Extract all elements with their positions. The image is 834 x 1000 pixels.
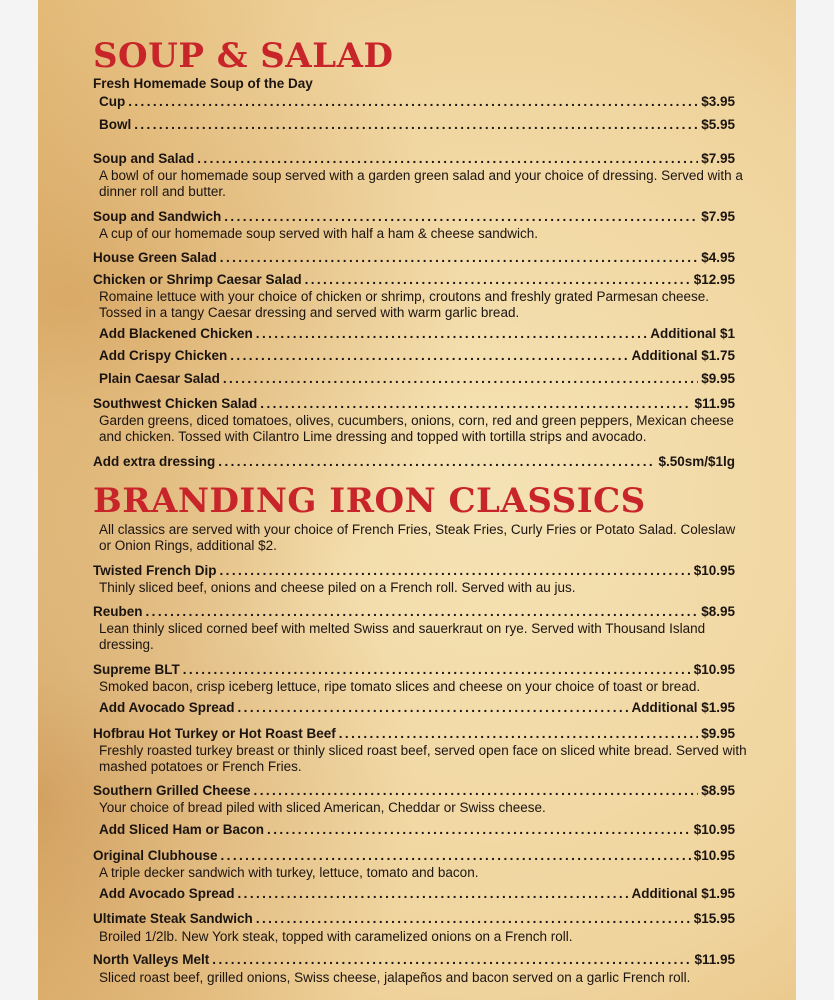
menu-item-north-valleys-melt bbox=[93, 951, 735, 968]
item-name: Twisted French Dip bbox=[93, 563, 217, 578]
soup-of-day-heading: Fresh Homemade Soup of the Day bbox=[93, 76, 313, 91]
item-description: A triple decker sandwich with turkey, lettuce, tomato and bacon. bbox=[99, 865, 479, 880]
item-description: A bowl of our homemade soup served with a garden green salad and your choice of dressing. Served with a dinner roll and butter. bbox=[99, 168, 743, 199]
leader-dots bbox=[212, 952, 691, 968]
leader-dots bbox=[256, 911, 691, 927]
item-price: $5.95 bbox=[701, 117, 735, 132]
leader-dots bbox=[254, 783, 699, 799]
menu-item-add-crispy-chicken bbox=[99, 347, 735, 364]
item-name: Ultimate Steak Sandwich bbox=[93, 911, 253, 926]
menu-item-cup bbox=[99, 93, 735, 110]
item-description: Romaine lettuce with your choice of chicken or shrimp, croutons and freshly grated Parmesan cheese. Tossed in a tangy Caesar dressing and served with warm garlic bread. bbox=[99, 289, 710, 320]
menu-item-soup-and-salad bbox=[93, 150, 735, 167]
menu-item-southwest-chicken-salad bbox=[93, 395, 735, 412]
leader-dots bbox=[339, 726, 698, 742]
menu-item-bowl bbox=[99, 116, 735, 133]
leader-dots bbox=[224, 209, 698, 225]
leader-dots bbox=[220, 563, 691, 579]
item-description: Smoked bacon, crisp iceberg lettuce, ripe tomato slices and cheese on your choice of toast or bread. bbox=[99, 679, 701, 694]
item-name: Supreme BLT bbox=[93, 662, 180, 677]
leader-dots bbox=[220, 250, 698, 266]
item-price: $7.95 bbox=[701, 209, 735, 224]
item-name: Add Sliced Ham or Bacon bbox=[99, 822, 265, 837]
item-price: $10.95 bbox=[693, 662, 735, 677]
item-name: Southwest Chicken Salad bbox=[93, 396, 258, 411]
menu-item-caesar-salad bbox=[93, 271, 735, 288]
item-description: Your choice of bread piled with sliced American, Cheddar or Swiss cheese. bbox=[99, 800, 546, 815]
item-name: Add Crispy Chicken bbox=[99, 348, 228, 363]
item-name: Hofbrau Hot Turkey or Hot Roast Beef bbox=[93, 726, 336, 741]
menu-item-add-avocado-spread bbox=[99, 699, 735, 716]
leader-dots bbox=[146, 604, 699, 620]
menu-item-supreme-blt bbox=[93, 661, 735, 678]
item-name: North Valleys Melt bbox=[93, 952, 210, 967]
item-price: Additional $1.75 bbox=[631, 348, 735, 363]
item-price: $10.95 bbox=[693, 563, 735, 578]
leader-dots bbox=[238, 886, 629, 902]
item-name: Add Avocado Spread bbox=[99, 886, 235, 901]
menu-item-house-green-salad bbox=[93, 249, 735, 266]
item-price: $3.95 bbox=[701, 94, 735, 109]
item-price: $.50sm/$1lg bbox=[658, 454, 735, 469]
item-price: $12.95 bbox=[693, 272, 735, 287]
leader-dots bbox=[128, 94, 698, 110]
item-description: Broiled 1/2lb. New York steak, topped with caramelized onions on a French roll. bbox=[99, 929, 573, 944]
item-description: Freshly roasted turkey breast or thinly sliced roast beef, served open face on sliced white bread. Served with mashed potatoes or French Fries. bbox=[99, 743, 747, 774]
leader-dots bbox=[183, 662, 691, 678]
item-price: $8.95 bbox=[701, 604, 735, 619]
leader-dots bbox=[267, 822, 691, 838]
item-name: Chicken or Shrimp Caesar Salad bbox=[93, 272, 302, 287]
item-price: $15.95 bbox=[693, 911, 735, 926]
menu-item-twisted-french-dip bbox=[93, 562, 735, 579]
item-price: $8.95 bbox=[701, 783, 735, 798]
item-description: Thinly sliced beef, onions and cheese piled on a French roll. Served with au jus. bbox=[99, 580, 576, 595]
item-price: $11.95 bbox=[694, 952, 735, 967]
menu-item-add-extra-dressing bbox=[93, 453, 735, 470]
item-name: Cup bbox=[99, 94, 126, 109]
menu-item-plain-caesar-salad bbox=[99, 370, 735, 387]
section-intro: All classics are served with your choice of French Fries, Steak Fries, Curly Fries or Potato Salad. Coleslaw or Onion Rings, additional $2. bbox=[99, 522, 736, 553]
item-name: Add Blackened Chicken bbox=[99, 326, 253, 341]
menu-item-hofbrau-hot-turkey bbox=[93, 725, 735, 742]
menu-item-southern-grilled-cheese bbox=[93, 782, 735, 799]
item-price: Additional $1 bbox=[650, 326, 735, 341]
item-name: Soup and Sandwich bbox=[93, 209, 222, 224]
item-name: Southern Grilled Cheese bbox=[93, 783, 251, 798]
leader-dots bbox=[197, 151, 698, 167]
item-name: Reuben bbox=[93, 604, 143, 619]
item-price: $9.95 bbox=[701, 726, 735, 741]
menu-item-original-clubhouse bbox=[93, 847, 735, 864]
leader-dots bbox=[218, 454, 655, 470]
menu-item-add-avocado-spread-2 bbox=[99, 885, 735, 902]
leader-dots bbox=[238, 700, 629, 716]
leader-dots bbox=[230, 348, 628, 364]
item-name: Add extra dressing bbox=[93, 454, 216, 469]
item-price: $7.95 bbox=[701, 151, 735, 166]
item-description: Sliced roast beef, grilled onions, Swiss cheese, jalapeños and bacon served on a garlic French roll. bbox=[99, 970, 691, 985]
leader-dots bbox=[221, 848, 691, 864]
menu-item-ultimate-steak-sandwich bbox=[93, 910, 735, 927]
item-description: Lean thinly sliced corned beef with melted Swiss and sauerkraut on rye. Served with Thousand Island dressing. bbox=[99, 621, 706, 652]
menu-item-add-sliced-ham-or-bacon bbox=[99, 821, 735, 838]
menu-item-reuben bbox=[93, 603, 735, 620]
item-name: Soup and Salad bbox=[93, 151, 195, 166]
leader-dots bbox=[305, 272, 691, 288]
item-description: A cup of our homemade soup served with half a ham & cheese sandwich. bbox=[99, 226, 539, 241]
menu-item-soup-and-sandwich bbox=[93, 208, 735, 225]
item-price: $10.95 bbox=[693, 822, 735, 837]
item-price: $4.95 bbox=[701, 250, 735, 265]
item-name: House Green Salad bbox=[93, 250, 217, 265]
section-title-branding-iron-classics: BRANDING IRON CLASSICS bbox=[93, 481, 646, 521]
item-price: $11.95 bbox=[694, 396, 735, 411]
item-price: Additional $1.95 bbox=[631, 700, 735, 715]
item-price: $10.95 bbox=[693, 848, 735, 863]
leader-dots bbox=[260, 396, 691, 412]
item-name: Bowl bbox=[99, 117, 132, 132]
menu-item-add-blackened-chicken bbox=[99, 325, 735, 342]
menu-page bbox=[38, 0, 796, 1000]
item-name: Original Clubhouse bbox=[93, 848, 218, 863]
item-name: Add Avocado Spread bbox=[99, 700, 235, 715]
item-name: Plain Caesar Salad bbox=[99, 371, 220, 386]
item-price: Additional $1.95 bbox=[631, 886, 735, 901]
leader-dots bbox=[256, 326, 647, 342]
section-title-soup-salad: SOUP & SALAD bbox=[93, 36, 394, 76]
item-price: $9.95 bbox=[701, 371, 735, 386]
leader-dots bbox=[223, 371, 698, 387]
leader-dots bbox=[134, 117, 698, 133]
item-description: Garden greens, diced tomatoes, olives, cucumbers, onions, corn, red and green peppers, Mexican cheese and chicken. Tossed with Cilantro Lime dressing and topped with tortilla strips and avocado. bbox=[99, 413, 734, 444]
